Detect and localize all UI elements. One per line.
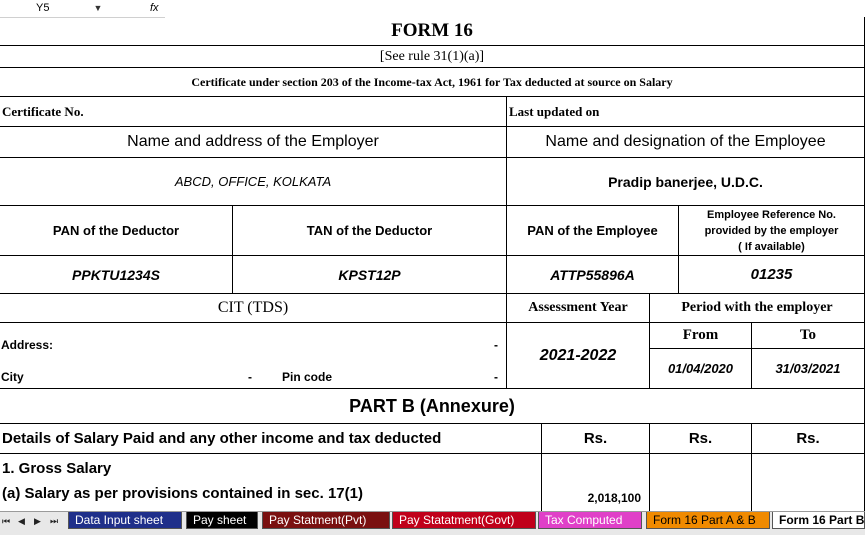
certificate-description[interactable]: Certificate under section 203 of the Income-tax Act, 1961 for Tax deducted at source on Salary (0, 68, 865, 97)
employee-reference-label[interactable] (679, 206, 865, 256)
pincode-label: Pin code (282, 370, 333, 384)
name-box-dropdown-icon[interactable]: ▼ (93, 3, 103, 13)
details-label[interactable]: Details of Salary Paid and any other income and tax deducted (0, 424, 542, 454)
tan-deductor-value[interactable]: KPST12P (233, 256, 507, 294)
gross-salary-label: 1. Gross Salary (2, 460, 112, 477)
employee-reference-label-line2: provided by the employer (704, 224, 839, 237)
first-sheet-icon[interactable]: ⏮ (2, 516, 11, 526)
address-label: Address: (1, 338, 54, 352)
tab-tax-computed[interactable]: Tax Computed (538, 512, 642, 529)
salary-17-1-value[interactable]: 2,018,100 (542, 454, 650, 511)
city-dash: - (248, 370, 252, 384)
rs-column-3[interactable]: Rs. (752, 424, 865, 454)
certificate-no-label[interactable]: Certificate No. (0, 97, 507, 127)
spreadsheet-grid (0, 17, 865, 511)
cit-tds-label[interactable]: CIT (TDS) (0, 294, 507, 323)
last-sheet-icon[interactable]: ⏭ (50, 516, 59, 526)
pan-deductor-value[interactable]: PPKTU1234S (0, 256, 233, 294)
address-block[interactable] (0, 323, 507, 389)
tab-form-16-part-a-b[interactable]: Form 16 Part A & B (646, 512, 770, 529)
employee-reference-label-line3: ( If available) (738, 240, 805, 253)
from-label[interactable]: From (650, 323, 752, 349)
period-label[interactable]: Period with the employer (650, 294, 865, 323)
pan-employee-value[interactable]: ATTP55896A (507, 256, 679, 294)
tab-data-input-sheet[interactable]: Data Input sheet (68, 512, 182, 529)
tab-pay-statment-pvt[interactable]: Pay Statment(Pvt) (262, 512, 390, 529)
formula-bar (0, 0, 165, 18)
gross-salary-block[interactable] (0, 454, 542, 511)
part-b-title[interactable]: PART B (Annexure) (0, 389, 865, 424)
employer-value[interactable]: ABCD, OFFICE, KOLKATA (0, 158, 507, 206)
to-value[interactable]: 31/03/2021 (752, 349, 865, 389)
tab-pay-statatment-govt[interactable]: Pay Statatment(Govt) (392, 512, 536, 529)
to-label[interactable]: To (752, 323, 865, 349)
prev-sheet-icon[interactable]: ◀ (18, 516, 25, 526)
rs-column-2[interactable]: Rs. (650, 424, 752, 454)
salary-17-1-label: (a) Salary as per provisions contained in sec. 17(1) (2, 485, 363, 502)
city-label: City (1, 370, 24, 384)
form-title[interactable]: FORM 16 (0, 17, 865, 46)
employer-header[interactable]: Name and address of the Employer (0, 127, 507, 158)
tan-deductor-label[interactable]: TAN of the Deductor (233, 206, 507, 256)
tab-pay-sheet[interactable]: Pay sheet (186, 512, 258, 529)
name-box[interactable]: Y5 (36, 2, 50, 14)
function-icon[interactable]: fx (150, 2, 159, 14)
pan-deductor-label[interactable]: PAN of the Deductor (0, 206, 233, 256)
address-dash: - (494, 338, 498, 352)
rs-column-1[interactable]: Rs. (542, 424, 650, 454)
employee-reference-value[interactable]: 01235 (679, 256, 865, 294)
pan-employee-label[interactable]: PAN of the Employee (507, 206, 679, 256)
employee-header[interactable]: Name and designation of the Employee (507, 127, 865, 158)
next-sheet-icon[interactable]: ▶ (34, 516, 41, 526)
employee-value[interactable]: Pradip banerjee, U.D.C. (507, 158, 865, 206)
gross-salary-cell-3[interactable] (752, 454, 865, 511)
assessment-year-value[interactable]: 2021-2022 (507, 323, 650, 389)
form-rule[interactable]: [See rule 31(1)(a)] (0, 46, 865, 68)
last-updated-label[interactable]: Last updated on (507, 97, 865, 127)
assessment-year-label[interactable]: Assessment Year (507, 294, 650, 323)
from-value[interactable]: 01/04/2020 (650, 349, 752, 389)
pincode-dash: - (494, 370, 498, 384)
gross-salary-cell-2[interactable] (650, 454, 752, 511)
sheet-tabs-bar (0, 511, 865, 535)
tab-form-16-part-b[interactable]: Form 16 Part B (772, 512, 865, 529)
employee-reference-label-line1: Employee Reference No. (707, 208, 836, 221)
